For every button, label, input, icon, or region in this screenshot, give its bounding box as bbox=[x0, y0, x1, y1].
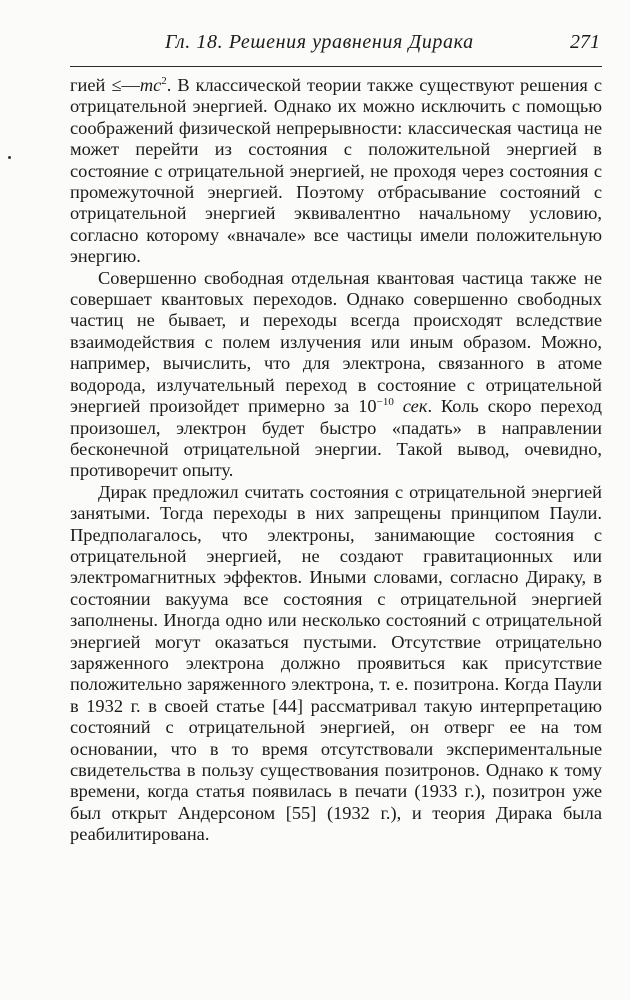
body-text bbox=[70, 75, 602, 846]
p2-rest: . Коль скоро переход произошел, электрон будет быстро «падать» в направлении бесконечной отрицательной энергии. Такой вывод, очевидно, противоречит опыту. bbox=[70, 396, 602, 481]
page-header bbox=[70, 26, 602, 67]
exponent-minus-10: −10 bbox=[376, 395, 394, 408]
paragraph-dirac-sea: Дирак предложил считать состояния с отрицательной энергией занятыми. Тогда переходы в них запрещены принципом Паули. Предполагалось, что электроны, занимающие состояния с отрицательной энергией, не создают гравитационных или электромагнитных эффектов. Иными словами, согласно Дираку, в состоянии вакуума все состояния с отрицательной энергией заполнены. Иногда одно или несколько состояний с отрицательной энергией могут оказаться пустыми. Отсутствие отрицательно заряженного электрона должно проявиться как присутствие положительно заряженного электрона, т. е. позитрона. Когда Паули в 1932 г. в своей статье [44] рассматривал такую интерпретацию состояний с отрицательной энергией, он отверг ее на том основании, что в то время отсутствовали экспериментальные свидетельства в пользу существования позитронов. Однако к тому времени, когда статья появилась в печати (1933 г.), позитрон уже был открыт Андерсоном [55] (1932 г.), и теория Дирака была реабилитирована. bbox=[70, 481, 602, 845]
page-number: 271 bbox=[570, 31, 600, 53]
margin-speck bbox=[8, 156, 11, 159]
p1-start: гией ≤— bbox=[70, 75, 140, 95]
mc-symbol: mc bbox=[139, 75, 162, 95]
unit-sec: сек bbox=[402, 396, 428, 417]
paragraph-free-particle bbox=[70, 268, 602, 482]
p1-rest: . В классической теории также существуют решения с отрицательной энергией. Однако их можно исключить с помощью соображений физической непрерывности: классическая частица не может перейти из состояния с положительной энергией в состояние с отрицательной энергией, не проходя через состояния с промежуточной энергией. Поэтому отбрасывание состояний с отрицательной энергией эквивалентно начальному условию, согласно которому «вначале» все частицы имели положительную энергию. bbox=[70, 75, 602, 267]
exponent-2: 2 bbox=[161, 74, 167, 87]
p2-start: Совершенно свободная отдельная квантовая частица также не совершает квантовых переходов. Однако совершенно свободных частиц не бывает, и переходы всегда происходят вследствие взаимодействия с полем излучения или иным образом. Можно, например, вычислить, что для электрона, связанного в атоме водорода, излучательный переход в состояние с отрицательной энергией произойдет примерно за 10 bbox=[70, 267, 602, 417]
paragraph-continuation bbox=[70, 75, 602, 268]
running-head: Гл. 18. Решения уравнения Дирака bbox=[165, 31, 474, 53]
